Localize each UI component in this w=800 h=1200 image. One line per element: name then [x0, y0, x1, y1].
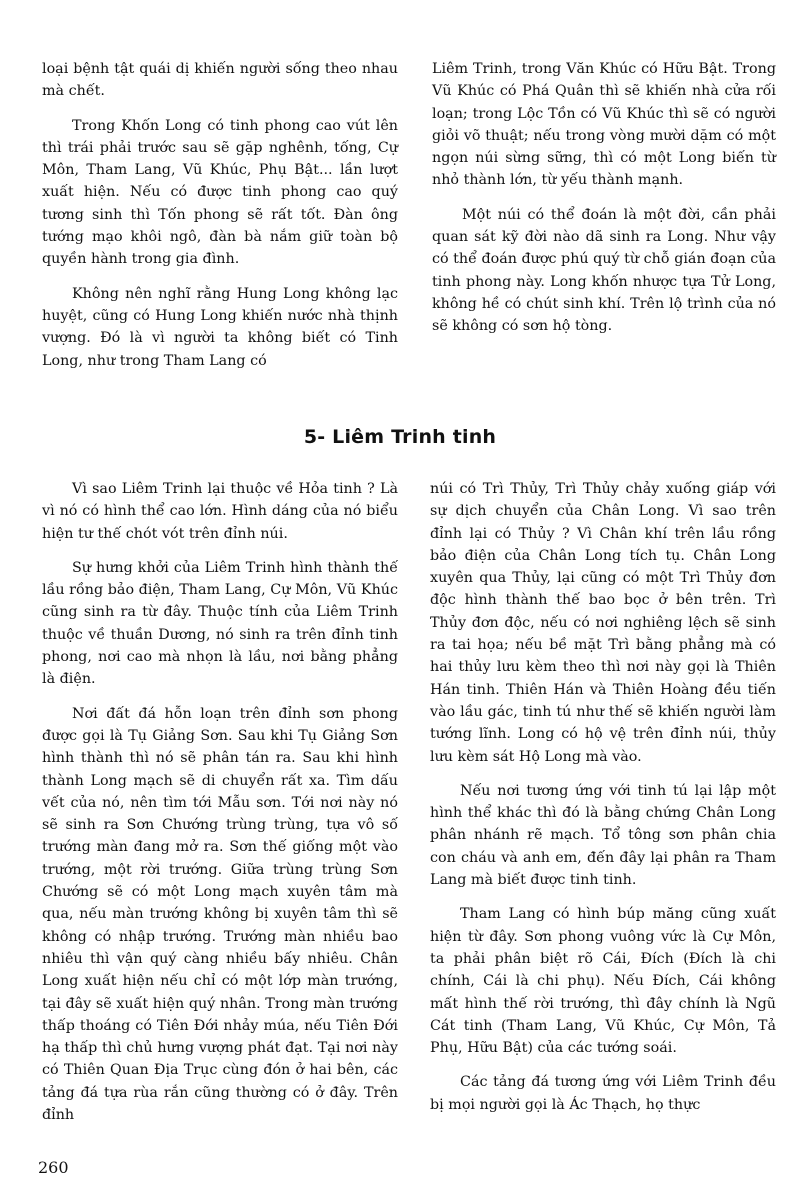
page-number: 260 — [38, 1158, 69, 1177]
paragraph: Liêm Trinh, trong Văn Khúc có Hữu Bật. Trong Vũ Khúc có Phá Quân thì sẽ khiến nhà cửa rối loạn; trong Lộc Tồn có Vũ Khúc thì sẽ có người giỏi võ thuật; nếu trong vòng mười dặm có một ngọn núi sừng sững, thì có một Long biến từ nhỏ thành lớn, từ yếu thành mạnh. — [432, 61, 776, 189]
paragraph: Nơi đất đá hỗn loạn trên đỉnh sơn phong được gọi là Tụ Giảng Sơn. Sau khi Tụ Giảng Sơn hình thành thì nó sẽ phân tán ra. Sau khi hình thành Long mạch sẽ di chuyển rất xa. Tìm dấu vết của nó, nên tìm tới Mẫu sơn. Tới nơi này nó sẽ sinh ra Sơn Chướng trùng trùng, tựa vô số trướng màn đang mở ra. Sơn thế giống một vào trướng, một rời trướng. Giữa trùng trùng Sơn Chướng sẽ có một Long mạch xuyên tâm mà qua, nếu màn trướng không bị xuyên tâm thì sẽ không có nhập trướng. Trướng màn nhiều bao nhiêu thì vận quý càng nhiều bấy nhiêu. Chân Long xuất hiện nếu chỉ có một lớp màn trướng, tại đây sẽ xuất hiện quý nhân. Trong màn trướng thấp thoáng có Tiên Đới nhảy múa, nếu Tiên Đới hạ thấp thì chủ hưng vượng phát đạt. Tại nơi này có Thiên Quan Địa Trục cùng đón ở hai bên, các tảng đá tựa rùa rắn cũng thường có ở đây. Trên đỉnh — [42, 705, 398, 1124]
paragraph: Tham Lang có hình búp măng cũng xuất hiện từ đây. Sơn phong vuông vức là Cự Môn, ta phải phân biệt rõ Cái, Đích (Đích là chi chính, Cái là chi phụ). Nếu Đích, Cái không mất hình thế rời trướng, thì đây chính là Ngũ Cát tinh (Tham Lang, Vũ Khúc, Cự Môn, Tả Phụ, Hữu Bật) của các tướng soái. — [430, 906, 776, 1057]
paragraph: Một núi có thể đoán là một đời, cần phải quan sát kỹ đời nào dã sinh ra Long. Như vậy có thể đoán được phú quý từ chỗ gián đoạn của tinh phong này. Long khốn nhược tựa Tử Long, không hề có chút sinh khí. Trên lộ trình của nó sẽ không có sơn hộ tòng. — [432, 206, 776, 335]
paragraph: Vì sao Liêm Trinh lại thuộc về Hỏa tinh ? Là vì nó có hình thể cao lớn. Hình dáng của nó biểu hiện tư thế chót vót trên đỉnh núi. — [42, 481, 398, 542]
top-right-column — [432, 58, 776, 350]
section-heading: 5- Liêm Trinh tinh — [303, 426, 497, 448]
section-left-column — [42, 478, 398, 1138]
paragraph: Trong Khốn Long có tinh phong cao vút lên thì trái phải trước sau sẽ gặp nghênh, tống, Cự Môn, Tham Lang, Vũ Khúc, Phụ Bật... lần lượt xuất hiện. Nếu có được tinh phong cao quý tương sinh thì Tốn phong sẽ rất tốt. Đàn ông tướng mạo khôi ngô, đàn bà nắm giữ toàn bộ quyền hành trong gia đình. — [42, 117, 398, 268]
paragraph: Nếu nơi tương ứng với tinh tú lại lập một hình thể khác thì đó là bằng chứng Chân Long phân nhánh rẽ mạch. Tổ tông sơn phân chia con cháu và anh em, đến đây lại phân ra Tham Lang mà biết được tinh tinh. — [430, 782, 776, 889]
paragraph: núi có Trì Thủy, Trì Thủy chảy xuống giáp với sự dịch chuyển của Chân Long. Vì sao trên đỉnh lại có Thủy ? Vì Chân khí trên lầu rồng bảo điện của Chân Long tích tụ. Chân Long xuyên qua Thủy, lại cũng có một Trì Thủy đơn độc hình thành thế bao bọc ở bên trên. Trì Thủy đơn độc, nếu có nơi nghiêng lệch sẽ sinh ra tai họa; nếu bề mặt Trì bằng phẳng mà có hai thủy lưu kèm theo thì nơi này gọi là Thiên Hán tinh. Thiên Hán và Thiên Hoàng đều tiến vào lầu gác, tinh tú như thế sẽ khiến người làm tướng lĩnh. Long có hộ vệ trên đỉnh núi, thủy lưu kèm sát Hộ Long mà vào. — [430, 481, 776, 765]
paragraph: loại bệnh tật quái dị khiến người sống theo nhau mà chết. — [42, 61, 398, 100]
paragraph: Các tảng đá tương ứng với Liêm Trinh đều bị mọi người gọi là Ác Thạch, họ thực — [430, 1074, 776, 1113]
paragraph: Không nên nghĩ rằng Hung Long không lạc huyệt, cũng có Hung Long khiến nước nhà thịnh vượng. Đó là vì người ta không biết có Tinh Long, như trong Tham Lang có — [42, 285, 398, 369]
paragraph: Sự hưng khởi của Liêm Trinh hình thành thế lầu rồng bảo điện, Tham Lang, Cự Môn, Vũ Khúc cũng sinh ra từ đây. Thuộc tính của Liêm Trinh thuộc về thuần Dương, nó sinh ra trên đỉnh tinh phong, nơi cao mà nhọn là lầu, nơi bằng phẳng là điện. — [42, 559, 398, 688]
section-right-column — [430, 478, 776, 1128]
top-left-column — [42, 58, 398, 384]
